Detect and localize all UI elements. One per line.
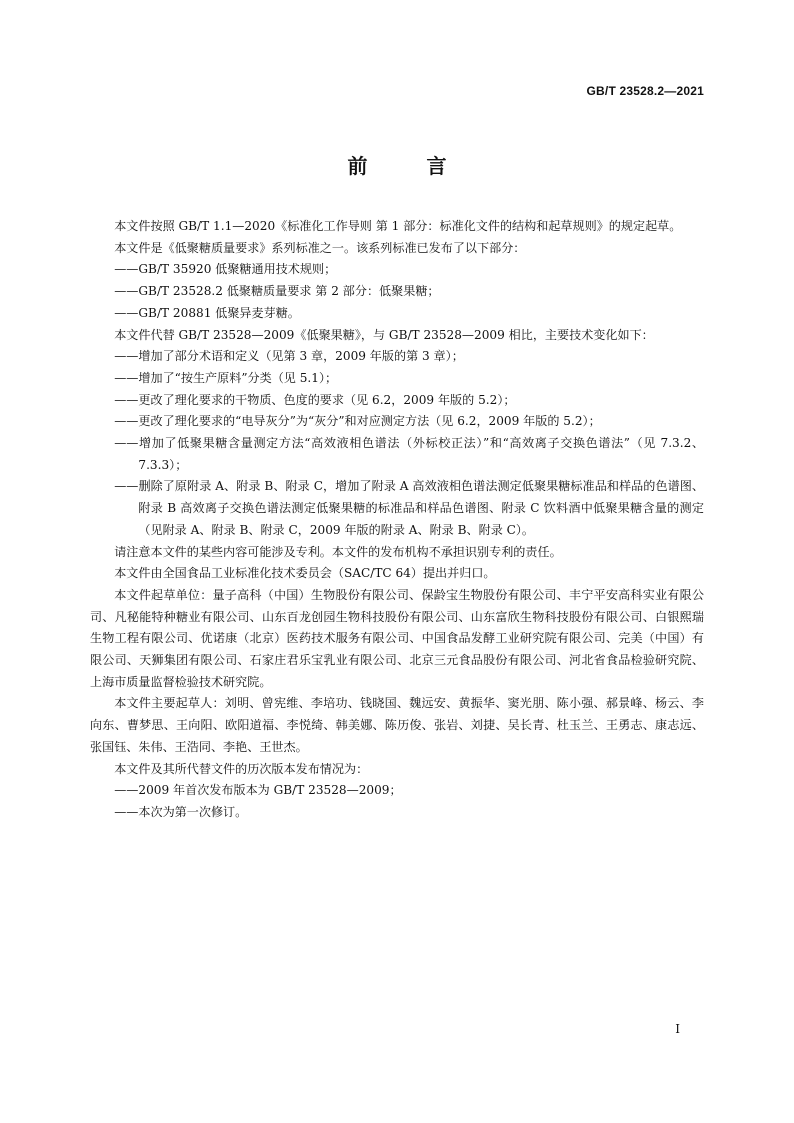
dash-marker: —— — [114, 414, 139, 429]
dash-marker: —— — [114, 284, 139, 299]
list-item — [90, 346, 704, 368]
list-item — [90, 411, 704, 433]
list-item — [90, 390, 704, 412]
list-item-text: 删除了原附录 A、附录 B、附录 C，增加了附录 A 高效液相色谱法测定低聚果糖标准品和样品的色谱图、附录 B 高效离子交换色谱法测定低聚果糖的标准品和样品色谱图、附录 C 饮料酒中低聚果糖含量的测定（见附录 A、附录 B、附录 C，2009 年版的附录 A、附录 B、附录 C）。 — [138, 479, 704, 537]
paragraph: 本文件按照 GB/T 1.1—2020《标准化工作导则 第 1 部分：标准化文件的结构和起草规则》的规定起草。 — [114, 219, 682, 233]
list-item — [90, 259, 704, 281]
dash-marker: —— — [114, 436, 139, 451]
paragraph: 本文件代替 GB/T 23528—2009《低聚果糖》，与 GB/T 23528—2009 相比，主要技术变化如下： — [114, 327, 654, 342]
dash-marker: —— — [114, 305, 139, 320]
page-number: I — [675, 1022, 680, 1036]
list-item-text: 2009 年首次发布版本为 GB/T 23528—2009； — [138, 783, 402, 798]
paragraph: 本文件由全国食品工业标准化技术委员会（SAC/TC 64）提出并归口。 — [114, 566, 496, 581]
dash-marker: —— — [114, 262, 139, 277]
list-item — [90, 433, 704, 476]
dash-marker: —— — [114, 349, 139, 364]
foreword-body — [90, 216, 704, 824]
list-item — [90, 281, 704, 303]
list-item — [90, 780, 704, 802]
paragraph: 本文件主要起草人：刘明、曾宪维、李培功、钱晓国、魏远安、黄振华、窦光朋、陈小强、郝景峰、杨云、李向东、曹梦思、王向阳、欧阳道福、李悦绮、韩美娜、陈历俊、张岩、刘捷、吴长青、杜玉兰、王勇志、康志远、张国钰、朱伟、王浩同、李艳、王世杰。 — [90, 696, 704, 754]
paragraph: 本文件起草单位：量子高科（中国）生物股份有限公司、保龄宝生物股份有限公司、丰宁平安高科实业有限公司、凡秘能特种糖业有限公司、山东百龙创园生物科技股份有限公司、山东富欣生物科技股份有限公司、白银熙瑞生物工程有限公司、优诺康（北京）医药技术服务有限公司、中国食品发酵工业研究院有限公司、完美（中国）有限公司、天狮集团有限公司、石家庄君乐宝乳业有限公司、北京三元食品股份有限公司、河北省食品检验研究院、上海市质量监督检验技术研究院。 — [90, 587, 704, 689]
paragraph: 请注意本文件的某些内容可能涉及专利。本文件的发布机构不承担识别专利的责任。 — [114, 544, 562, 559]
list-item-text: 增加了低聚果糖含量测定方法“高效液相色谱法（外标校正法）”和“高效离子交换色谱法”（见 7.3.2、7.3.3）； — [138, 436, 704, 472]
paragraph: 本文件及其所代替文件的历次版本发布情况为： — [114, 761, 369, 776]
document-code: GB/T 23528.2—2021 — [586, 84, 704, 98]
list-item-text: GB/T 20881 低聚异麦芽糖。 — [138, 305, 300, 320]
list-item — [90, 368, 704, 390]
dash-marker: —— — [114, 370, 139, 385]
dash-marker: —— — [114, 783, 139, 798]
list-item-text: 更改了理化要求的干物质、色度的要求（见 6.2，2009 年版的 5.2）； — [138, 392, 516, 407]
list-item — [90, 476, 704, 541]
dash-marker: —— — [114, 804, 139, 819]
list-item-text: 本次为第一次修订。 — [138, 804, 248, 819]
page-title: 前 言 — [347, 154, 473, 178]
dash-marker: —— — [114, 479, 139, 494]
list-item — [90, 802, 704, 824]
list-item-text: GB/T 35920 低聚糖通用技术规则； — [138, 262, 337, 277]
dash-marker: —— — [114, 392, 139, 407]
list-item-text: 增加了部分术语和定义（见第 3 章，2009 年版的第 3 章）； — [138, 349, 464, 364]
list-item-text: GB/T 23528.2 低聚糖质量要求 第 2 部分：低聚果糖； — [138, 284, 440, 299]
paragraph: 本文件是《低聚糖质量要求》系列标准之一。该系列标准已发布了以下部分： — [114, 240, 526, 255]
list-item — [90, 303, 704, 325]
list-item-text: 增加了“按生产原料”分类（见 5.1）； — [138, 370, 338, 385]
list-item-text: 更改了理化要求的“电导灰分”为“灰分”和对应测定方法（见 6.2，2009 年版的 5.2）； — [138, 414, 601, 429]
